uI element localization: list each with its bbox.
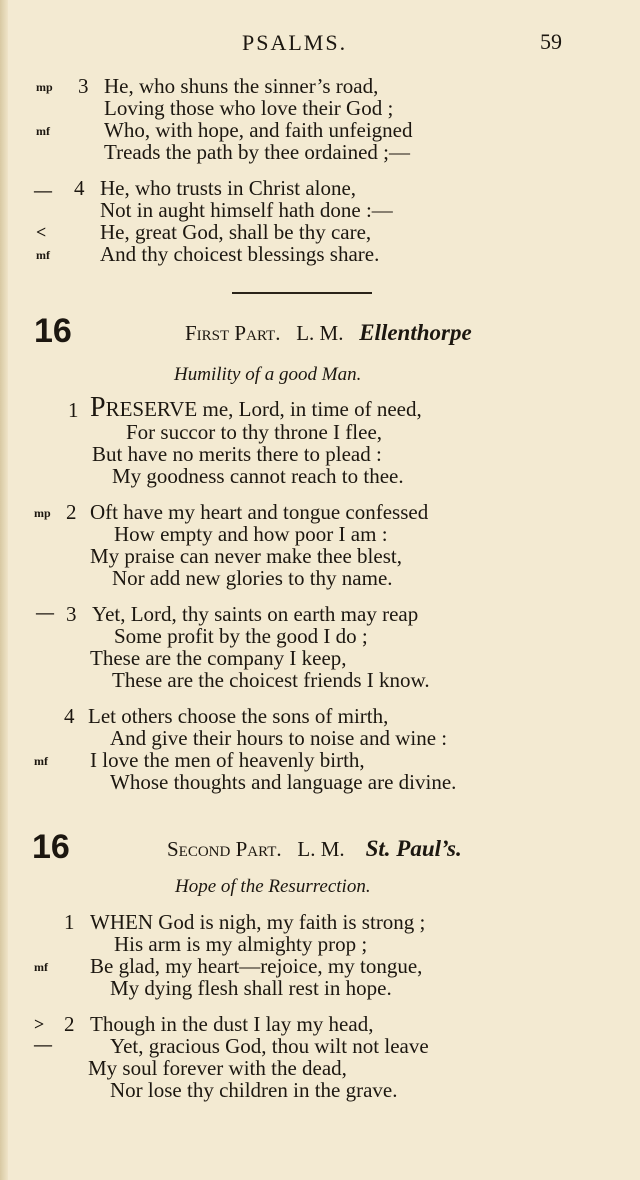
verse-line: Yet, Lord, thy saints on earth may reap bbox=[92, 602, 419, 626]
tune-name: Ellenthorpe bbox=[359, 320, 472, 345]
verse-line: WHEN God is nigh, my faith is strong ; bbox=[90, 910, 426, 934]
verse-line: He, great God, shall be thy care, bbox=[100, 220, 372, 244]
verse-line: He, who shuns the sinner’s road, bbox=[104, 74, 379, 98]
verse-line: My goodness cannot reach to thee. bbox=[112, 464, 404, 488]
verse-line: My soul forever with the dead, bbox=[88, 1056, 347, 1080]
running-head: PSALMS. bbox=[242, 30, 348, 55]
verse-number: 3 bbox=[78, 74, 89, 98]
dynamic-mark: — bbox=[34, 180, 52, 200]
verse-line: Let others choose the sons of mirth, bbox=[88, 704, 389, 728]
verse-line: Oft have my heart and tongue confessed bbox=[90, 500, 429, 524]
verse-number: 4 bbox=[64, 704, 75, 728]
verse-number: 4 bbox=[74, 176, 85, 200]
dynamic-mark: mp bbox=[34, 506, 51, 520]
page-number: 59 bbox=[540, 29, 562, 54]
verse-line: Whose thoughts and language are divine. bbox=[110, 770, 457, 794]
verse-line: These are the choicest friends I know. bbox=[112, 668, 430, 692]
verse-line: How empty and how poor I am : bbox=[114, 522, 388, 546]
verse-line: PRESERVE me, Lord, in time of need, bbox=[90, 392, 422, 423]
hymn-number: 16 bbox=[32, 828, 70, 866]
verse-line: My dying flesh shall rest in hope. bbox=[110, 976, 392, 1000]
verse-line: Who, with hope, and faith unfeigned bbox=[104, 118, 413, 142]
verse-number: 3 bbox=[66, 602, 77, 626]
verse-line: Some profit by the good I do ; bbox=[114, 624, 368, 648]
verse-number: 2 bbox=[66, 500, 77, 524]
dynamic-mark: mf bbox=[34, 754, 48, 768]
dynamic-mark: mf bbox=[34, 960, 48, 974]
drop-cap: P bbox=[90, 392, 106, 423]
verse-line: But have no merits there to plead : bbox=[92, 442, 382, 466]
section-rule bbox=[232, 292, 372, 294]
tune-name: St. Paul’s. bbox=[365, 836, 462, 861]
dynamic-mark: — bbox=[36, 602, 54, 622]
verse-line: He, who trusts in Christ alone, bbox=[100, 176, 357, 200]
dynamic-mark: > bbox=[34, 1014, 45, 1034]
verse-line: Treads the path by thee ordained ;— bbox=[104, 140, 410, 164]
hymn-subtitle: Hope of the Resurrection. bbox=[175, 876, 371, 897]
verse-line: I love the men of heavenly birth, bbox=[90, 748, 365, 772]
verse-line: And give their hours to noise and wine : bbox=[110, 726, 448, 750]
verse-number: 1 bbox=[68, 398, 79, 422]
verse-line: These are the company I keep, bbox=[90, 646, 347, 670]
verse-line: Nor lose thy children in the grave. bbox=[110, 1078, 398, 1102]
hymn-meter: L. M. bbox=[296, 321, 344, 345]
page-edge bbox=[0, 0, 8, 1180]
hymn-subtitle: Humility of a good Man. bbox=[174, 364, 362, 385]
dynamic-mark: — bbox=[34, 1034, 52, 1054]
hymn-meter: L. M. bbox=[297, 837, 345, 861]
verse-line: My praise can never make thee blest, bbox=[90, 544, 402, 568]
verse-line: Not in aught himself hath done :— bbox=[100, 198, 393, 222]
verse-line: Nor add new glories to thy name. bbox=[112, 566, 393, 590]
dynamic-mark: mp bbox=[36, 80, 53, 94]
verse-number: 2 bbox=[64, 1012, 75, 1036]
hymn-part: Second Part. bbox=[167, 837, 282, 861]
dynamic-mark: mf bbox=[36, 248, 50, 262]
verse-line: Loving those who love their God ; bbox=[104, 96, 394, 120]
hymn-number: 16 bbox=[34, 312, 72, 350]
verse-line: Yet, gracious God, thou wilt not leave bbox=[110, 1034, 429, 1058]
verse-line: Be glad, my heart—rejoice, my tongue, bbox=[90, 954, 423, 978]
verse-number: 1 bbox=[64, 910, 75, 934]
dynamic-mark: < bbox=[36, 222, 47, 242]
verse-line: Though in the dust I lay my head, bbox=[90, 1012, 374, 1036]
hymn-heading bbox=[185, 320, 472, 346]
hymn-part: First Part. bbox=[185, 321, 281, 345]
dynamic-mark: mf bbox=[36, 124, 50, 138]
verse-line: For succor to thy throne I flee, bbox=[126, 420, 383, 444]
verse-line: His arm is my almighty prop ; bbox=[114, 932, 368, 956]
verse-line: And thy choicest blessings share. bbox=[100, 242, 380, 266]
hymn-heading bbox=[167, 836, 462, 862]
